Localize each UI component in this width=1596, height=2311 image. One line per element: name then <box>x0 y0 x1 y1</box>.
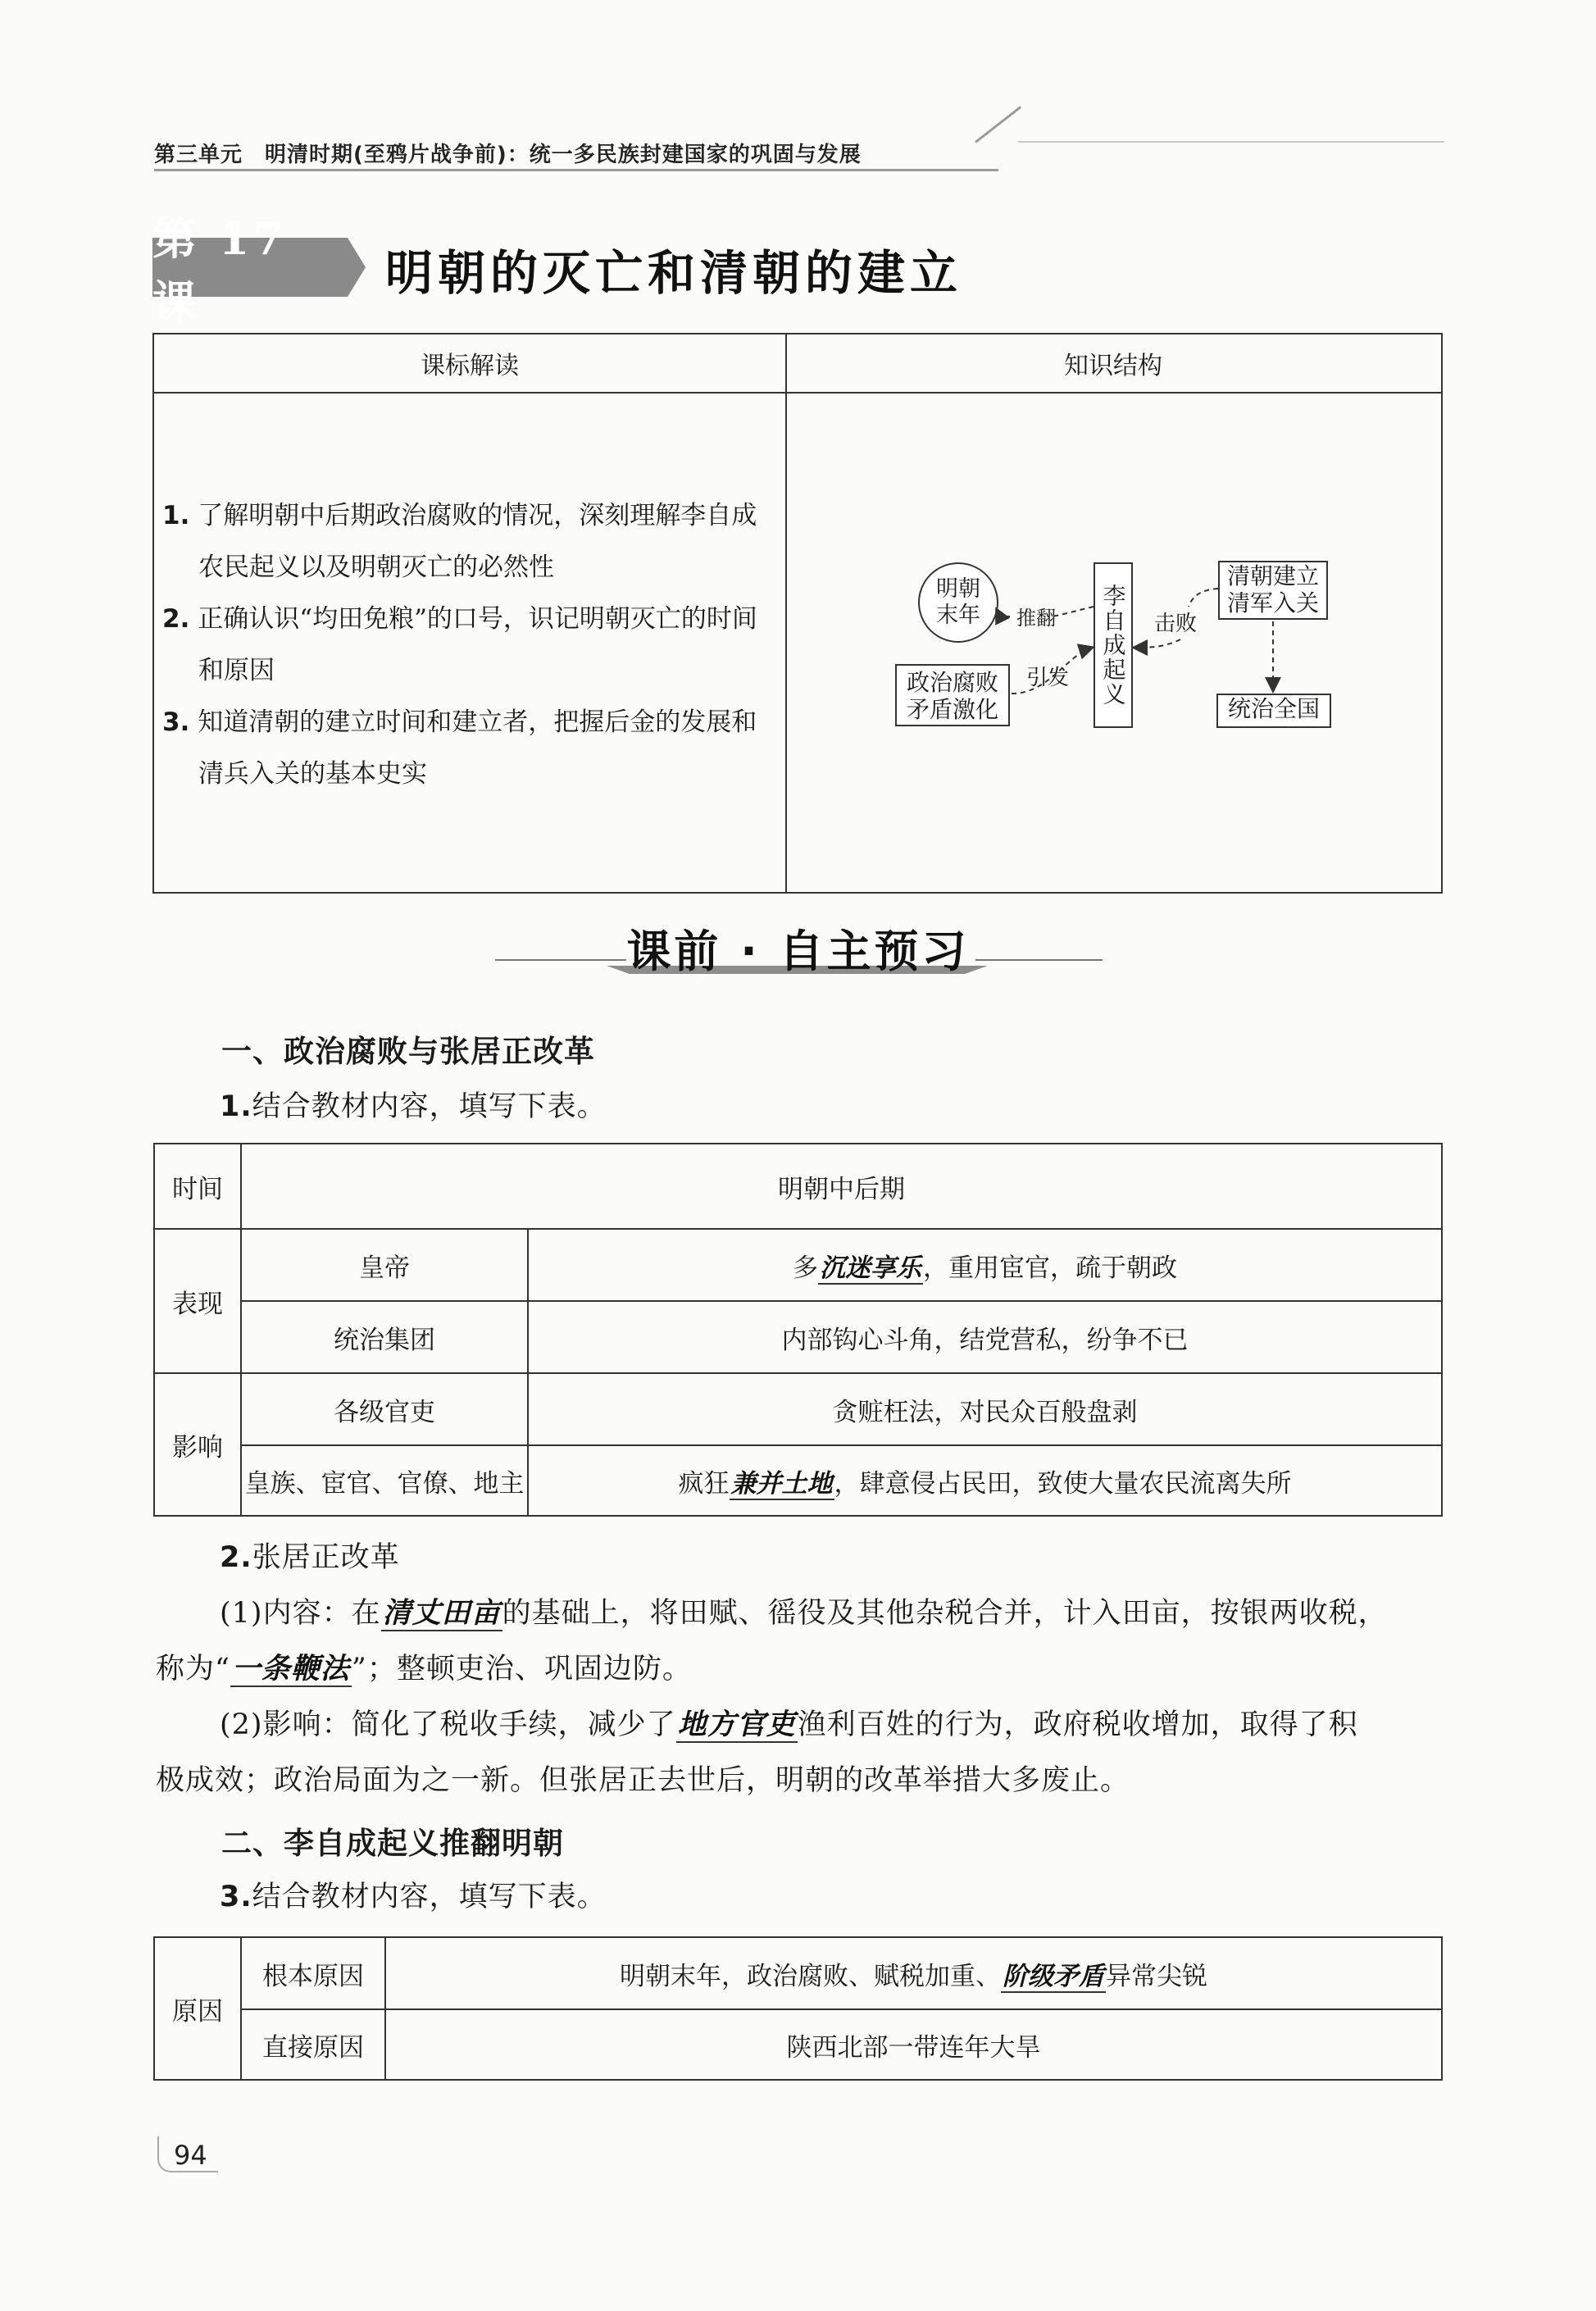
reform-impact-cont: 极成效；政治局面为之一新。但张居正去世后，明朝的改革举措大多废止。 <box>156 1764 1130 1797</box>
col-header-structure: 知识结构 <box>785 334 1441 394</box>
diagram-uprising: 李自成起义 <box>1094 562 1133 728</box>
group-label: 统治集团 <box>241 1301 528 1373</box>
q3: 3.结合教材内容，填写下表。 <box>220 1881 607 1913</box>
direct-label: 直接原因 <box>241 2009 385 2080</box>
row-label-performance: 表现 <box>154 1229 241 1373</box>
diagram-ming-end: 明朝末年 <box>918 562 998 643</box>
answer-fill: 一条鞭法 <box>231 1653 350 1685</box>
part2-heading: 二、李自成起义推翻明朝 <box>221 1826 564 1861</box>
label-overthrow: 推翻 <box>1016 607 1056 630</box>
answer-fill: 地方官吏 <box>677 1708 796 1741</box>
officials-label: 各级官吏 <box>241 1373 528 1445</box>
diagram-corruption: 政治腐败矛盾激化 <box>895 664 1010 726</box>
section-banner: 课前 · 自主预习 <box>626 926 970 977</box>
answer-fill: 清丈田亩 <box>382 1597 501 1630</box>
time-value: 明朝中后期 <box>241 1144 1442 1229</box>
emperor-value: 多沉迷享乐，重用宦官，疏于朝政 <box>528 1229 1442 1301</box>
reform-impact: (2)影响：简化了税收手续，减少了地方官吏渔利百姓的行为，政府税收增加，取得了积 <box>220 1708 1358 1741</box>
arrow-overthrow <box>997 607 1094 616</box>
diagram-qing: 清朝建立清军入关 <box>1218 561 1328 620</box>
q1: 1.结合教材内容，填写下表。 <box>220 1090 607 1123</box>
part1-heading: 一、政治腐败与张居正改革 <box>221 1034 595 1069</box>
goal-item: 2. 正确认识“均田免粮”的口号，识记明朝灭亡的时间和原因 <box>162 604 757 685</box>
q2: 2.张居正改革 <box>220 1541 400 1574</box>
row-label-time: 时间 <box>154 1144 241 1229</box>
label-defeat: 击败 <box>1154 612 1198 636</box>
reform-content-cont: 称为“一条鞭法”；整顿吏治、巩固边防。 <box>156 1653 692 1685</box>
answer-fill: 兼并土地 <box>730 1468 833 1499</box>
root-value: 明朝末年，政治腐败、赋税加重、阶级矛盾异常尖锐 <box>385 1937 1442 2009</box>
corruption-table <box>153 1143 1443 1517</box>
row-label-impact: 影响 <box>154 1373 241 1516</box>
row-label-cause: 原因 <box>154 1937 241 2080</box>
group-value: 内部钩心斗角，结党营私，纷争不已 <box>528 1301 1442 1373</box>
direct-value: 陕西北部一带连年大旱 <box>385 2009 1442 2080</box>
diagram-arrows <box>0 0 1596 902</box>
page-number: 94 <box>174 2140 207 2171</box>
lesson-title: 明朝的灭亡和清朝的建立 <box>385 245 963 301</box>
arrow-trigger <box>1012 648 1092 694</box>
cause-table <box>153 1936 1443 2081</box>
answer-fill: 沉迷享乐 <box>820 1253 921 1283</box>
emperor-label: 皇帝 <box>241 1229 528 1301</box>
col-header-standards: 课标解读 <box>154 334 785 394</box>
nobles-label: 皇族、宦官、官僚、地主 <box>241 1445 528 1516</box>
nobles-value: 疯狂兼并土地，肆意侵占民田，致使大量农民流离失所 <box>528 1445 1442 1516</box>
root-label: 根本原因 <box>241 1937 385 2009</box>
lesson-badge: 第 17 课 <box>152 238 348 297</box>
officials-value: 贪赃枉法，对民众百般盘剥 <box>528 1373 1442 1445</box>
arrow-defeat <box>1134 589 1218 648</box>
reform-content: (1)内容：在清丈田亩的基础上，将田赋、徭役及其他杂税合并，计入田亩，按银两收税， <box>220 1597 1388 1630</box>
label-trigger: 引发 <box>1026 666 1070 690</box>
goal-item: 3. 知道清朝的建立时间和建立者，把握后金的发展和清兵入关的基本史实 <box>162 707 757 789</box>
running-header: 第三单元 明清时期(至鸦片战争前)：统一多民族封建国家的巩固与发展 <box>154 143 862 167</box>
diagram-unify: 统治全国 <box>1216 694 1331 728</box>
answer-fill: 阶级矛盾 <box>1003 1961 1104 1991</box>
goal-item: 1. 了解明朝中后期政治腐败的情况，深刻理解李自成农民起义以及明朝灭亡的必然性 <box>162 501 757 582</box>
